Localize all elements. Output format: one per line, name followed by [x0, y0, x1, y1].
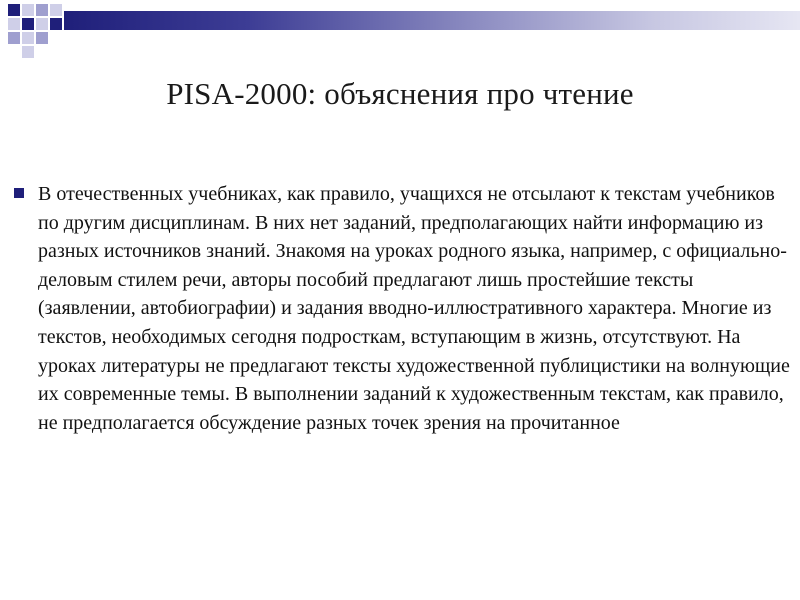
decor-square: [36, 32, 48, 44]
decor-square: [36, 4, 48, 16]
header-gradient-bar: [64, 11, 800, 30]
decor-square: [22, 32, 34, 44]
decor-square: [8, 32, 20, 44]
decor-square: [8, 4, 20, 16]
square-bullet-icon: [14, 188, 24, 198]
bullet-text: В отечественных учебниках, как правило, учащихся не отсылают к текстам учебников по другим дисциплинам. В них нет заданий, предполагающих найти информацию из разных источников знаний. Знакомя на уроках родного языка, например, с официально-деловым стилем речи, авторы пособий предлагают лишь простейшие тексты (заявлении, автобиографии) и задания вводно-иллюстративного характера. Многие из текстов, необходимых сегодня подросткам, вступающим в жизнь, отсутствуют. На уроках литературы не предлагают тексты художественной публицистики на волнующие их современные темы. В выполнении заданий к художественным текстам, как правило, не предполагается обсуждение разных точек зрения на прочитанное: [38, 183, 790, 434]
slide-title: PISA-2000: объяснения про чтение: [166, 76, 634, 111]
decor-square: [50, 18, 62, 30]
decor-square: [50, 4, 62, 16]
decor-square: [22, 46, 34, 58]
decor-square: [22, 4, 34, 16]
decor-square: [22, 18, 34, 30]
decor-square: [36, 18, 48, 30]
decor-square: [8, 18, 20, 30]
